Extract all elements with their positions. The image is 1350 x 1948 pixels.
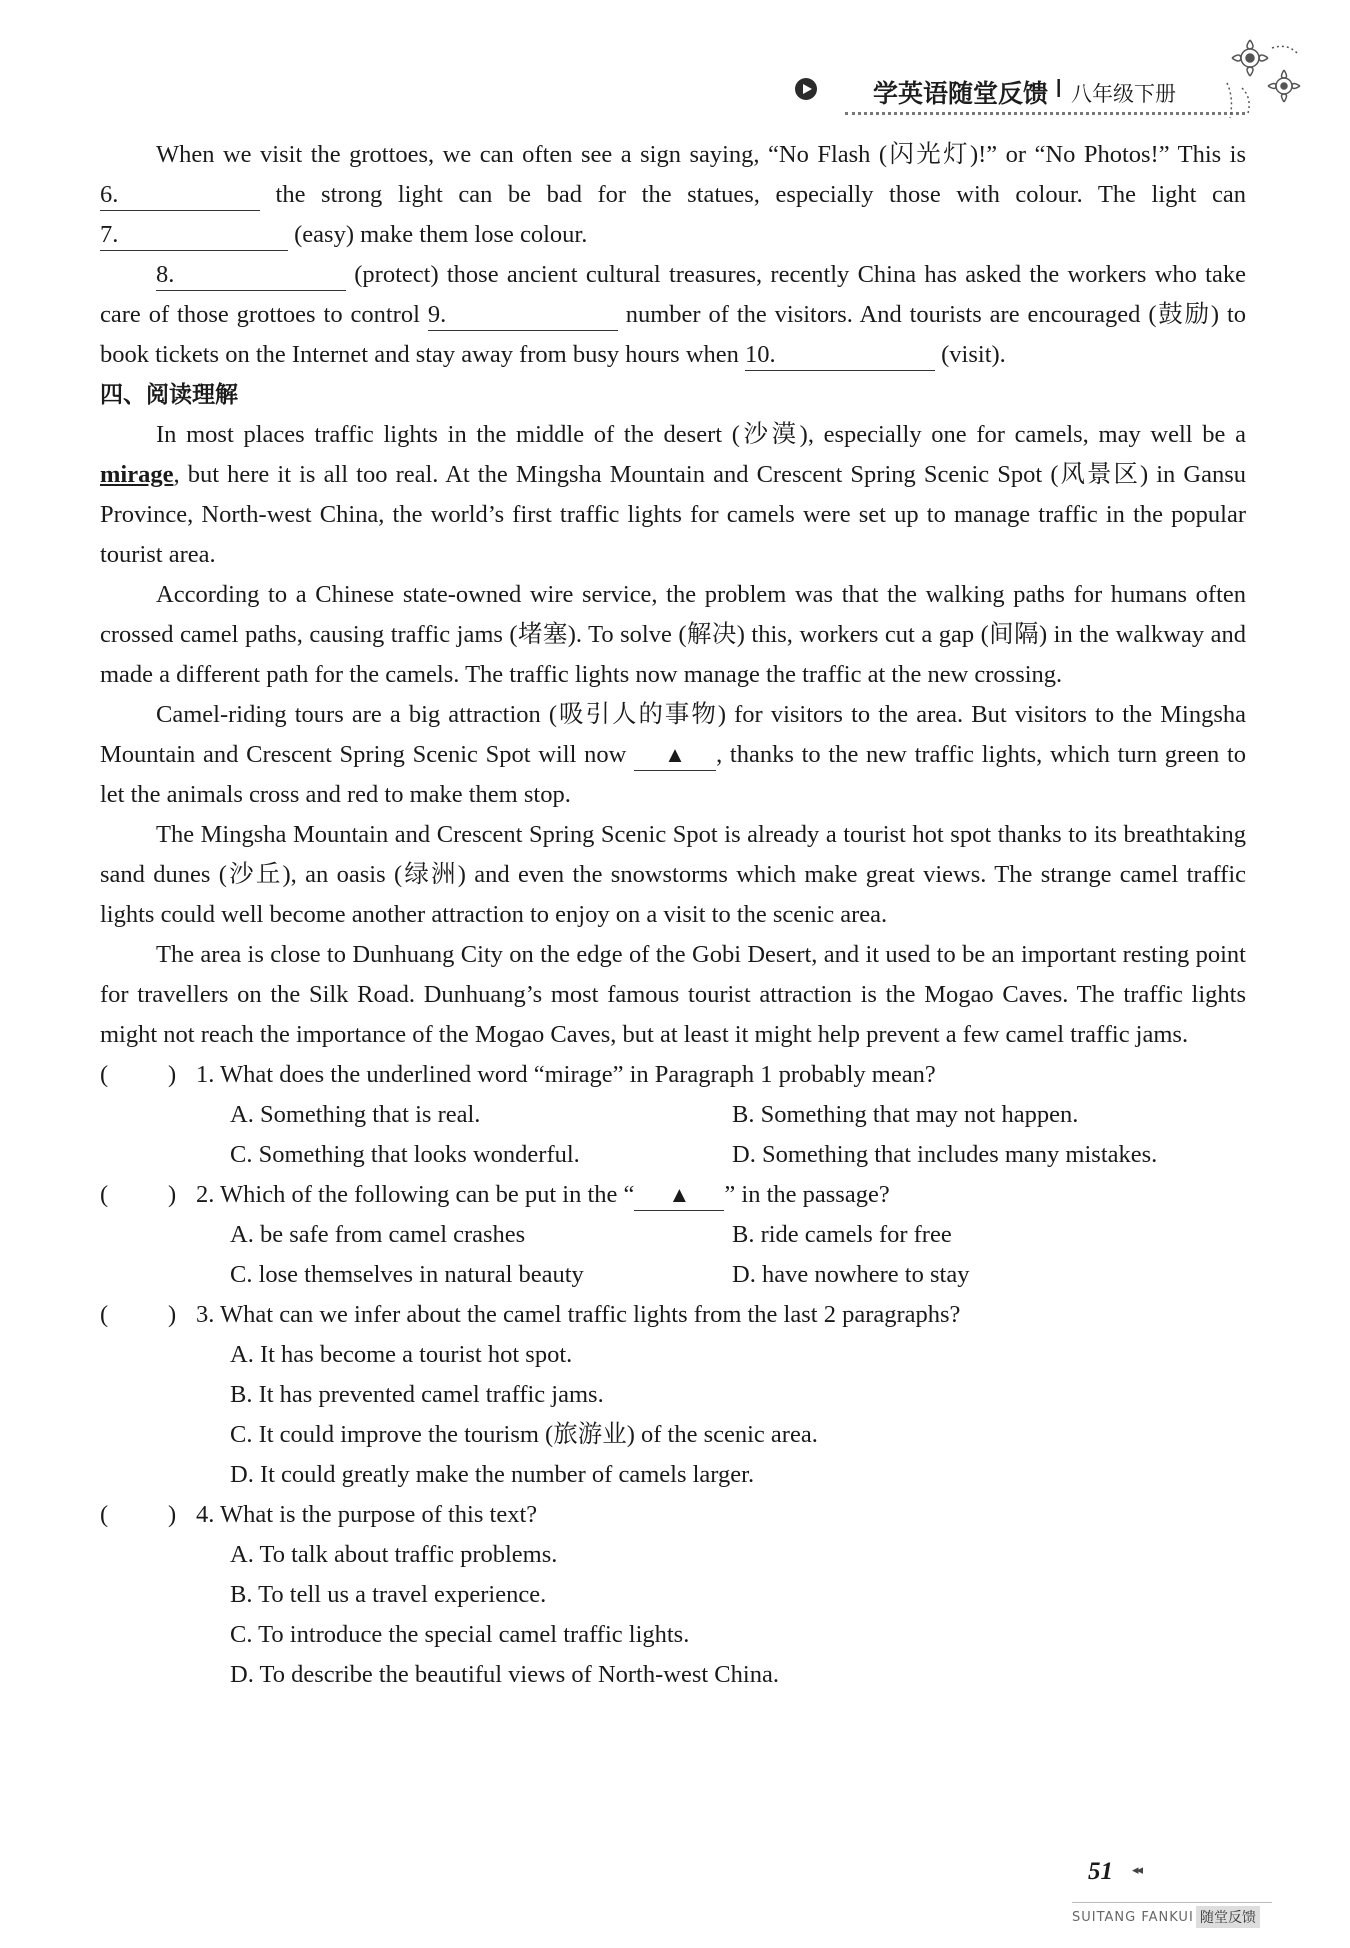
options-row <box>100 1655 1246 1695</box>
answer-paren-right: ) <box>168 1061 177 1088</box>
answer-blank-9[interactable]: 9. <box>428 300 618 331</box>
section-heading: 四、阅读理解 <box>100 382 238 408</box>
question-text: 2. Which of the following can be put in the “ ▲ ” in the passage? <box>196 1175 890 1215</box>
question-text: 3. What can we infer about the camel traffic lights from the last 2 paragraphs? <box>196 1301 961 1328</box>
answer-paren-left[interactable]: ( <box>100 1181 109 1208</box>
option-b[interactable]: B. Something that may not happen. <box>732 1101 1079 1128</box>
option-d[interactable]: D. Something that includes many mistakes. <box>732 1141 1158 1168</box>
answer-paren-right: ) <box>168 1301 177 1328</box>
options-row <box>100 1455 1246 1495</box>
options-row <box>100 1535 1246 1575</box>
triangle-blank: ▲ <box>634 1180 724 1211</box>
options-row <box>100 1135 1246 1175</box>
answer-blank-6[interactable]: 6. <box>100 180 260 211</box>
options-row <box>100 1095 1246 1135</box>
options-row <box>100 1215 1246 1255</box>
footer-brand: SUITANG FANKUI <box>1072 1910 1194 1925</box>
answer-paren-right: ) <box>168 1501 177 1528</box>
question-1 <box>100 1055 1246 1095</box>
options-row <box>100 1615 1246 1655</box>
book-title: 学英语随堂反馈 <box>873 79 1049 108</box>
options-row <box>100 1255 1246 1295</box>
question-text: 4. What is the purpose of this text? <box>196 1501 538 1528</box>
option-b[interactable]: B. It has prevented camel traffic jams. <box>230 1381 604 1408</box>
option-a[interactable]: A. Something that is real. <box>230 1101 481 1128</box>
reading-paragraph-1: In most places traffic lights in the middle of the desert (沙漠), especially one for camels, may well be a mirage, but here it is all too real. At the Mingsha Mountain and Crescent Spring Scenic Spot (风景区) in Gansu Province, North-west China, the world’s first traffic lights for camels were set up to manage traffic in the popular tourist area. <box>100 421 1246 568</box>
flower-decoration-icon <box>1212 28 1322 138</box>
triangle-blank: ▲ <box>634 740 716 771</box>
answer-paren-left[interactable]: ( <box>100 1061 109 1088</box>
grotto-paragraph-1: When we visit the grottoes, we can often see a sign saying, “No Flash (闪光灯)!” or “No Photos!” This is 6. the strong light can be bad for the statues, especially those with colour. The light can 7. (easy) make them lose colour. <box>100 135 1246 255</box>
answer-blank-8[interactable]: 8. <box>156 260 346 291</box>
option-c[interactable]: C. lose themselves in natural beauty <box>230 1261 584 1288</box>
question-3 <box>100 1295 1246 1335</box>
option-c[interactable]: C. It could improve the tourism (旅游业) of the scenic area. <box>230 1421 818 1448</box>
reading-paragraph-5: The area is close to Dunhuang City on the edge of the Gobi Desert, and it used to be an important resting point for travellers on the Silk Road. Dunhuang’s most famous tourist attraction is the Mogao Caves. The traffic lights might not reach the importance of the Mogao Caves, but at least it might help prevent a few camel traffic jams. <box>100 941 1246 1048</box>
options-row <box>100 1335 1246 1375</box>
option-a[interactable]: A. To talk about traffic problems. <box>230 1541 558 1568</box>
question-2 <box>100 1175 1246 1215</box>
option-d[interactable]: D. have nowhere to stay <box>732 1261 970 1288</box>
page-header <box>795 70 1255 116</box>
answer-paren-right: ) <box>168 1181 177 1208</box>
answer-blank-7[interactable]: 7. <box>100 220 288 251</box>
option-a[interactable]: A. be safe from camel crashes <box>230 1221 526 1248</box>
book-subtitle: 八年级下册 <box>1071 82 1176 106</box>
page-content <box>100 135 1246 1695</box>
play-icon <box>795 78 817 100</box>
option-c[interactable]: C. Something that looks wonderful. <box>230 1141 580 1168</box>
footer-rule <box>1072 1902 1272 1903</box>
answer-paren-left[interactable]: ( <box>100 1301 109 1328</box>
option-a[interactable]: A. It has become a tourist hot spot. <box>230 1341 573 1368</box>
grotto-paragraph-2: 8. (protect) those ancient cultural treasures, recently China has asked the workers who take care of those grottoes to control 9. number of the visitors. And tourists are encouraged (鼓励) to book tickets on the Internet and stay away from busy hours when 10. (visit). <box>100 255 1246 375</box>
underlined-word: mirage <box>100 461 174 488</box>
header-dotted-rule <box>845 112 1245 115</box>
arrow-left-icon: ◂◂ <box>1132 1862 1142 1877</box>
page-number: 51 <box>1088 1858 1113 1885</box>
title-separator: I <box>1055 74 1063 103</box>
answer-paren-left[interactable]: ( <box>100 1501 109 1528</box>
option-b[interactable]: B. ride camels for free <box>732 1221 952 1248</box>
footer-badge: 随堂反馈 <box>1196 1906 1260 1928</box>
question-4 <box>100 1495 1246 1535</box>
reading-paragraph-3: Camel-riding tours are a big attraction (吸引人的事物) for visitors to the area. But visitors to the Mingsha Mountain and Crescent Spring Scenic Spot will now ▲ , thanks to the new traffic lights, which turn green to let the animals cross and red to make them stop. <box>100 701 1246 808</box>
options-row <box>100 1415 1246 1455</box>
option-c[interactable]: C. To introduce the special camel traffic lights. <box>230 1621 690 1648</box>
reading-paragraph-2: According to a Chinese state-owned wire service, the problem was that the walking paths for humans often crossed camel paths, causing traffic jams (堵塞). To solve (解决) this, workers cut a gap (间隔) in the walkway and made a different path for the camels. The traffic lights now manage the traffic at the new crossing. <box>100 581 1246 688</box>
reading-paragraph-4: The Mingsha Mountain and Crescent Spring Scenic Spot is already a tourist hot spot thanks to its breathtaking sand dunes (沙丘), an oasis (绿洲) and even the snowstorms which make great views. The strange camel traffic lights could well become another attraction to enjoy on a visit to the scenic area. <box>100 821 1246 928</box>
question-text: 1. What does the underlined word “mirage” in Paragraph 1 probably mean? <box>196 1061 936 1088</box>
answer-blank-10[interactable]: 10. <box>745 340 935 371</box>
options-row <box>100 1375 1246 1415</box>
option-b[interactable]: B. To tell us a travel experience. <box>230 1581 547 1608</box>
options-row <box>100 1575 1246 1615</box>
option-d[interactable]: D. To describe the beautiful views of North-west China. <box>230 1661 779 1688</box>
option-d[interactable]: D. It could greatly make the number of camels larger. <box>230 1461 755 1488</box>
